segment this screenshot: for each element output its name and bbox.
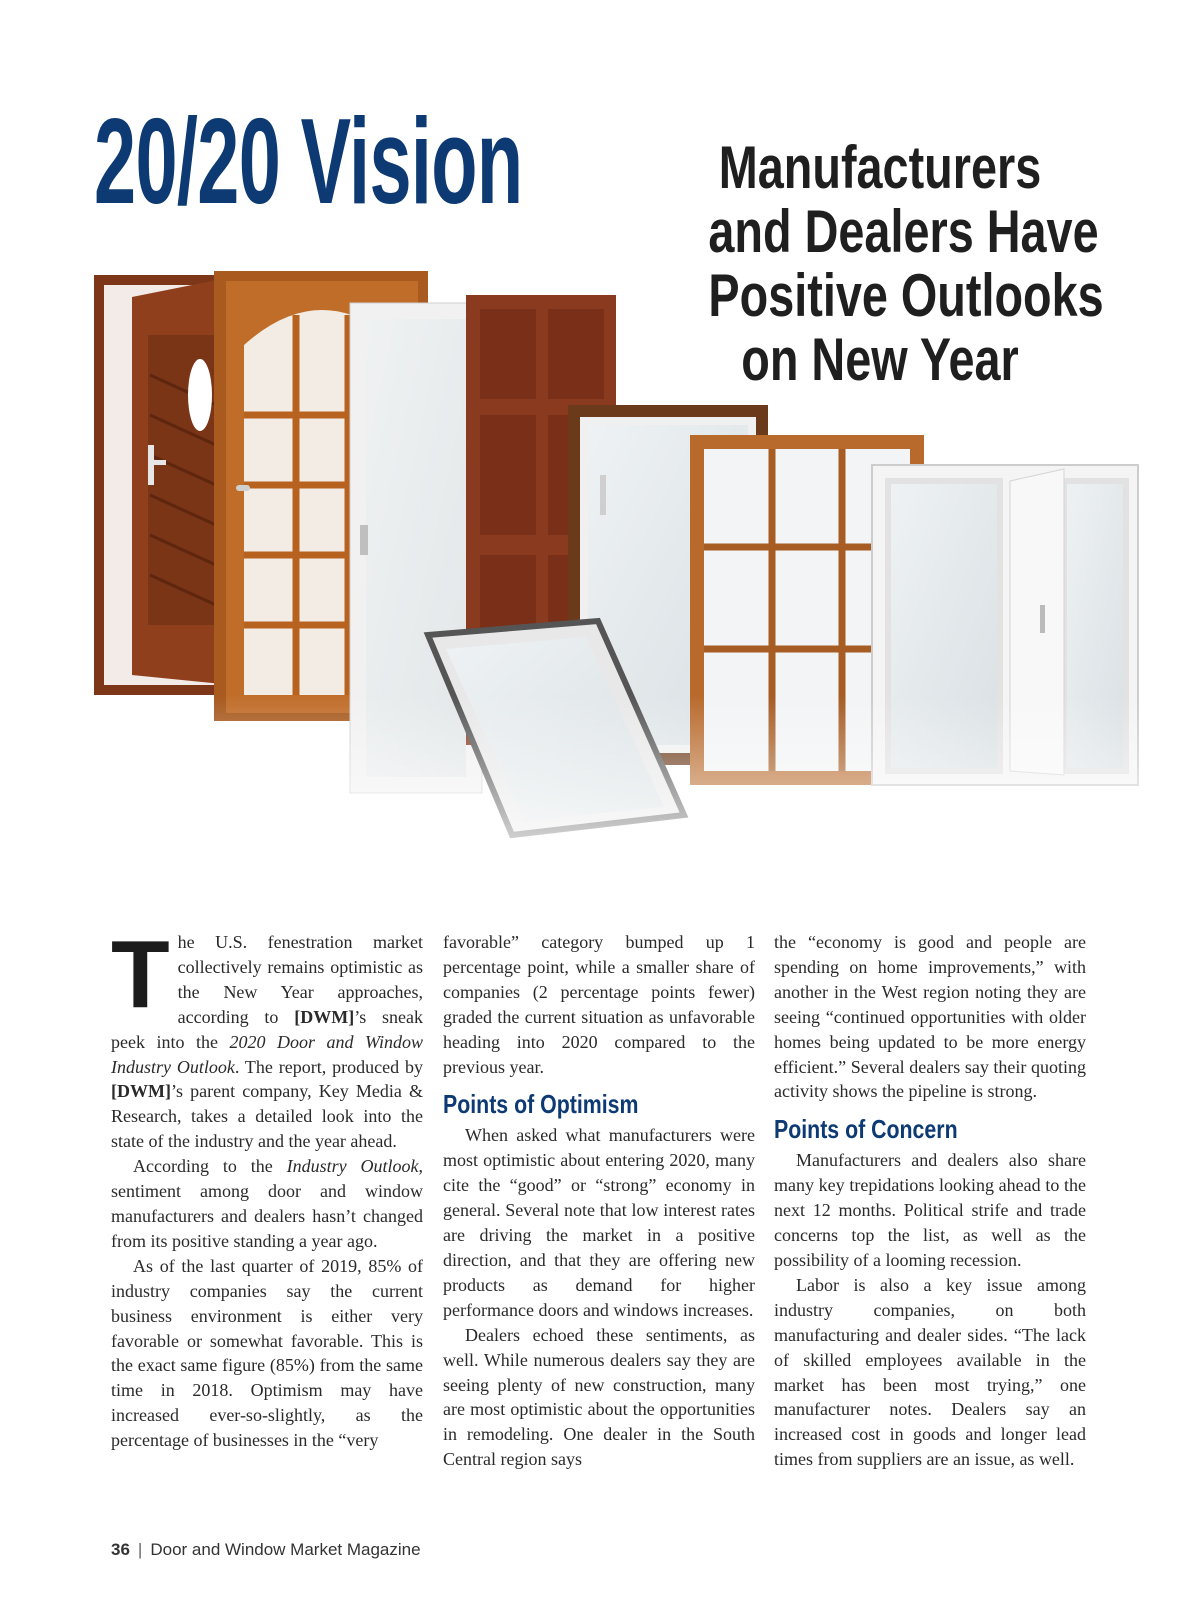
doors-and-windows-illustration	[0, 255, 1200, 895]
subhead-points-of-optimism: Points of Optimism	[443, 1089, 639, 1120]
drop-cap: T	[111, 921, 170, 1028]
subtitle-line-4: on New Year	[741, 326, 1019, 393]
subtitle-line-3: Positive Outlooks	[708, 262, 1104, 329]
publication-name: Door and Window Market Magazine	[150, 1540, 421, 1559]
subtitle-line-1: Manufacturers	[718, 134, 1042, 201]
body-paragraph: Manufacturers and dealers also share many key trepidations looking ahead to the next 12 months. Political strife and trade concerns top the list, as well as the possibility of a looming recession.	[774, 1150, 1086, 1270]
body-paragraph: Dealers echoed these sentiments, as well. While numerous dealers say they are seeing plenty of new construction, many are most optimistic about the opportunities in remodeling. One dealer in the South Central region says	[443, 1324, 755, 1470]
body-paragraph: favorable” category bumped up 1 percentage point, while a smaller share of companies (2 percentage points fewer) graded the current situation as unfavorable heading into 2020 compared to the previous year.	[443, 932, 755, 1077]
subhead-points-of-concern: Points of Concern	[774, 1114, 958, 1145]
intro-paragraph: The U.S. fenestration market collectively remains optimistic as the New Year approaches, according to [DWM]’s sneak peek into the 2020 Door and Window Industry Outlook. The report, produced by [DWM]’s parent company, Key Media & Research, takes a detailed look into the state of the industry and the year ahead.	[111, 921, 423, 1152]
body-paragraph: When asked what manufacturers were most optimistic about entering 2020, many cite the “good” or “strong” economy in general. Several note that low interest rates are driving the market in a positive direction, and that they are offering new products as demand for higher performance doors and windows increases.	[443, 1125, 755, 1320]
page-number: 36	[111, 1540, 130, 1559]
article-title: 20/20 Vision	[94, 93, 523, 229]
footer-separator: |	[137, 1540, 143, 1559]
article-column-2	[443, 930, 755, 1472]
body-paragraph: According to the Industry Outlook, sentiment among door and window manufacturers and dealers hasn’t changed from its positive standing a year ago.	[111, 1156, 423, 1251]
article-column-1	[111, 921, 423, 1453]
body-paragraph: Labor is also a key issue among industry companies, on both manufacturing and dealer sides. “The lack of skilled employees available in the market has been most trying,” one manufacturer notes. Dealers say an increased cost in goods and longer lead times from suppliers are an issue, as well.	[774, 1274, 1086, 1470]
page-footer	[111, 1540, 421, 1560]
article-column-3	[774, 930, 1086, 1472]
body-paragraph: As of the last quarter of 2019, 85% of industry companies say the current business environment is either very favorable or somewhat favorable. This is the exact same figure (85%) from the same time in 2018. Optimism may have increased ever-so-slightly, as the percentage of businesses in the “very	[111, 1255, 423, 1451]
body-paragraph: the “economy is good and people are spending on home improvements,” with another in the West region noting they are seeing “continued opportunities with older homes being updated to be more energy efficient.” Several dealers say their quoting activity shows the pipeline is strong.	[774, 932, 1086, 1102]
subtitle-line-2: and Dealers Have	[708, 198, 1099, 265]
wood-door-icon	[94, 275, 232, 695]
